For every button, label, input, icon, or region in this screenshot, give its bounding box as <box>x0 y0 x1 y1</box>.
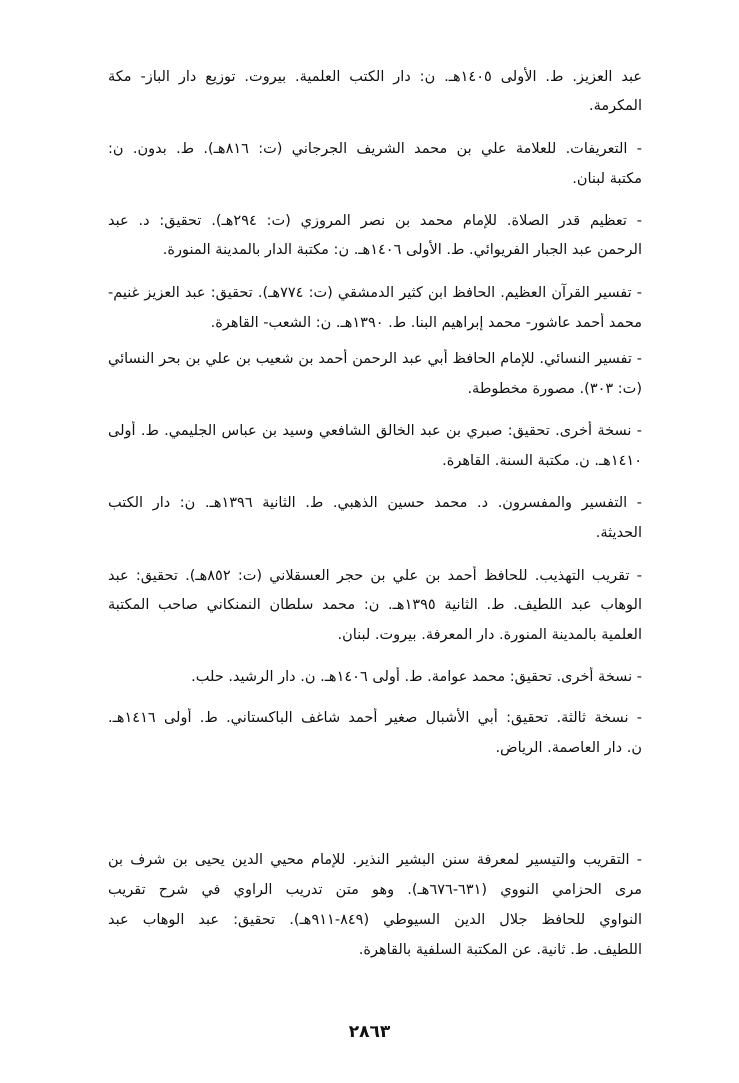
entry-line: عبد العزيز. ط. الأولى ١٤٠٥هـ. ن: دار الكتب العلمية. بيروت. توزيع دار الباز- مكة <box>108 69 642 85</box>
entry-line: محمد أحمد عاشور- محمد إبراهيم البنا. ط. ١٣٩٠هـ. ن: الشعب- القاهرة. <box>210 315 642 331</box>
entry-line: الوهاب عبد اللطيف. ط. الثانية ١٣٩٥هـ. ن: محمد سلطان النمنكاني صاحب المكتبة <box>108 597 642 613</box>
entry-line: - التقريب والتيسير لمعرفة سنن البشير النذير. للإمام محيي الدين يحيى بن شرف بن <box>108 852 642 868</box>
entry-line: النواوي للحافظ جلال الدين السيوطي (٨٤٩-٩١١هـ). تحقيق: عبد الوهاب عبد <box>108 912 642 928</box>
entry-line: - التفسير والمفسرون. د. محمد حسين الذهبي. ط. الثانية ١٣٩٦هـ. ن: دار الكتب <box>108 495 642 511</box>
entry-line: - نسخة أخرى. تحقيق: محمد عوامة. ط. أولى ١٤٠٦هـ. ن. دار الرشيد. حلب. <box>191 669 642 685</box>
entry-line: اللطيف. ط. ثانية. عن المكتبة السلفية بالقاهرة. <box>358 942 642 958</box>
entry-line: - تفسير القرآن العظيم. الحافظ ابن كثير الدمشقي (ت: ٧٧٤هـ). تحقيق: عبد العزيز غنيم- <box>108 285 642 301</box>
entry-line: الرحمن عبد الجبار الفريوائي. ط. الأولى ١٤٠٦هـ. ن: مكتبة الدار بالمدينة المنورة. <box>162 242 642 258</box>
entry-line: مكتبة لبنان. <box>572 171 642 187</box>
entry-line: المكرمة. <box>589 98 642 114</box>
entry-line: ١٤١٠هـ. ن. مكتبة السنة. القاهرة. <box>442 453 642 469</box>
entry-line: (ت: ٣٠٣). مصورة مخطوطة. <box>467 381 642 397</box>
entry-line: مرى الحزامي النووي (٦٣١-٦٧٦هـ). وهو متن تدريب الراوي في شرح تقريب <box>108 882 642 898</box>
page-number: ٢٨٦٣ <box>348 1022 391 1042</box>
entry-line: - تفسير النسائي. للإمام الحافظ أبي عبد الرحمن أحمد بن شعيب بن علي بن بحر النسائي <box>108 351 642 367</box>
entry-line: - نسخة أخرى. تحقيق: صبري بن عبد الخالق الشافعي وسيد بن عباس الجليمي. ط. أولى <box>108 423 642 439</box>
entry-line: ن. دار العاصمة. الرياض. <box>495 740 642 756</box>
entry-line: - تعظيم قدر الصلاة. للإمام محمد بن نصر المروزي (ت: ٢٩٤هـ). تحقيق: د. عبد <box>108 213 642 229</box>
entry-line: العلمية بالمدينة المنورة. دار المعرفة. بيروت. لبنان. <box>337 627 642 643</box>
entry-line: - نسخة ثالثة. تحقيق: أبي الأشبال صغير أحمد شاغف الباكستاني. ط. أولى ١٤١٦هـ. <box>108 710 642 726</box>
entry-line: الحديثة. <box>595 525 642 541</box>
entry-line: - التعريفات. للعلامة علي بن محمد الشريف الجرجاني (ت: ٨١٦هـ). ط. بدون. ن: <box>108 141 642 157</box>
entry-line: - تقريب التهذيب. للحافظ أحمد بن علي بن حجر العسقلاني (ت: ٨٥٢هـ). تحقيق: عبد <box>108 568 642 584</box>
